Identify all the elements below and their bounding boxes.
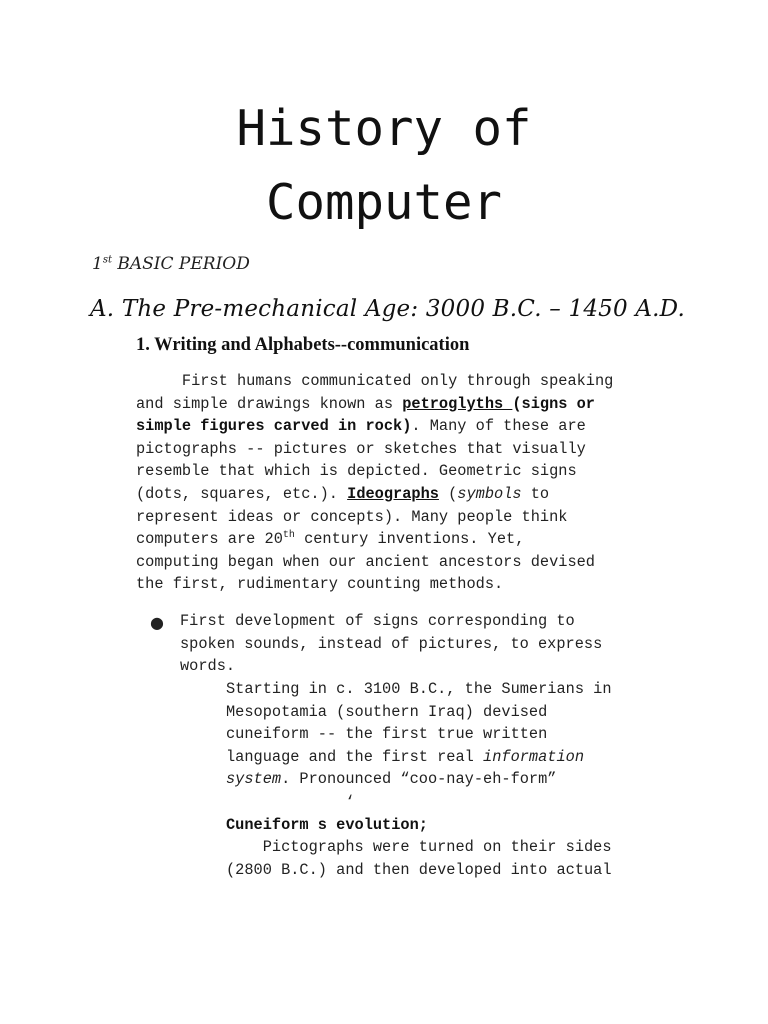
sub-line: Mesopotamia (southern Iraq) devised <box>226 702 548 721</box>
bullet-line: words. <box>180 657 236 676</box>
sub-text: language and the first real <box>226 747 484 766</box>
sub-line <box>226 746 726 769</box>
period-label: BASIC PERIOD <box>117 254 250 274</box>
sub-line: Pictographs were turned on their sides <box>226 838 612 857</box>
bullet-line: First development of signs corresponding to <box>180 612 575 630</box>
para-line <box>136 483 696 506</box>
italic-term: information <box>483 747 585 766</box>
sub-line: (2800 B.C.) and then developed into actual <box>226 860 612 879</box>
para-text: . Many of these are <box>411 417 586 436</box>
italic-term: symbols <box>457 484 522 503</box>
para-text: to <box>521 484 550 503</box>
underlined-term: Ideographs <box>347 484 439 503</box>
para-text: century inventions. Yet, <box>294 530 525 549</box>
para-text: ( <box>438 484 458 503</box>
title-line-2: Computer <box>265 174 502 231</box>
intro-paragraph <box>136 370 696 596</box>
para-line: First humans communicated only through speaking <box>136 372 614 390</box>
document-title <box>0 92 768 240</box>
sub-line: Starting in c. 3100 B.C., the Sumerians in <box>226 680 612 698</box>
para-bold-text: (signs or <box>512 394 595 413</box>
period-heading <box>92 254 250 274</box>
age-heading: A. The Pre-mechanical Age: 3000 B.C. – 1450 A.D. <box>90 296 685 322</box>
para-line: computing began when our ancient ancestors devised <box>136 552 595 571</box>
para-line <box>136 415 696 438</box>
section-subheading: 1. Writing and Alphabets--communication <box>136 335 470 355</box>
apostrophe-mark: ‘ <box>226 792 355 811</box>
bullet-dot-icon: ● <box>150 613 164 632</box>
bullet-text <box>180 610 602 678</box>
para-line <box>136 393 696 416</box>
para-line <box>136 528 696 551</box>
cuneiform-heading: Cuneiform s evolution; <box>226 815 428 834</box>
para-text: computers are 20 <box>136 530 283 549</box>
para-line: resemble that which is depicted. Geometric signs <box>136 462 577 481</box>
para-line: pictographs -- pictures or sketches that visually <box>136 439 586 458</box>
sub-heading-line <box>226 814 726 837</box>
para-text: and simple drawings known as <box>136 394 403 413</box>
italic-term: system <box>226 770 282 789</box>
sub-text: . Pronounced “coo-nay-eh-form” <box>281 770 557 789</box>
bullet-line: spoken sounds, instead of pictures, to express <box>180 634 603 653</box>
bold-term <box>347 485 439 503</box>
sumerian-paragraph <box>226 678 726 881</box>
bold-term <box>402 395 595 413</box>
underlined-term: petroglyths <box>402 394 513 413</box>
sub-line: cuneiform -- the first true written <box>226 725 548 744</box>
sub-line <box>226 768 726 791</box>
title-line-1: History of <box>236 100 532 157</box>
period-number: 1 <box>92 254 103 274</box>
superscript: th <box>282 530 295 542</box>
para-line: the first, rudimentary counting methods. <box>136 575 504 594</box>
period-suffix: st <box>102 254 112 266</box>
para-text: (dots, squares, etc.). <box>136 484 348 503</box>
para-bold-text: simple figures carved in rock) <box>136 417 412 436</box>
para-line: represent ideas or concepts). Many people think <box>136 507 568 526</box>
